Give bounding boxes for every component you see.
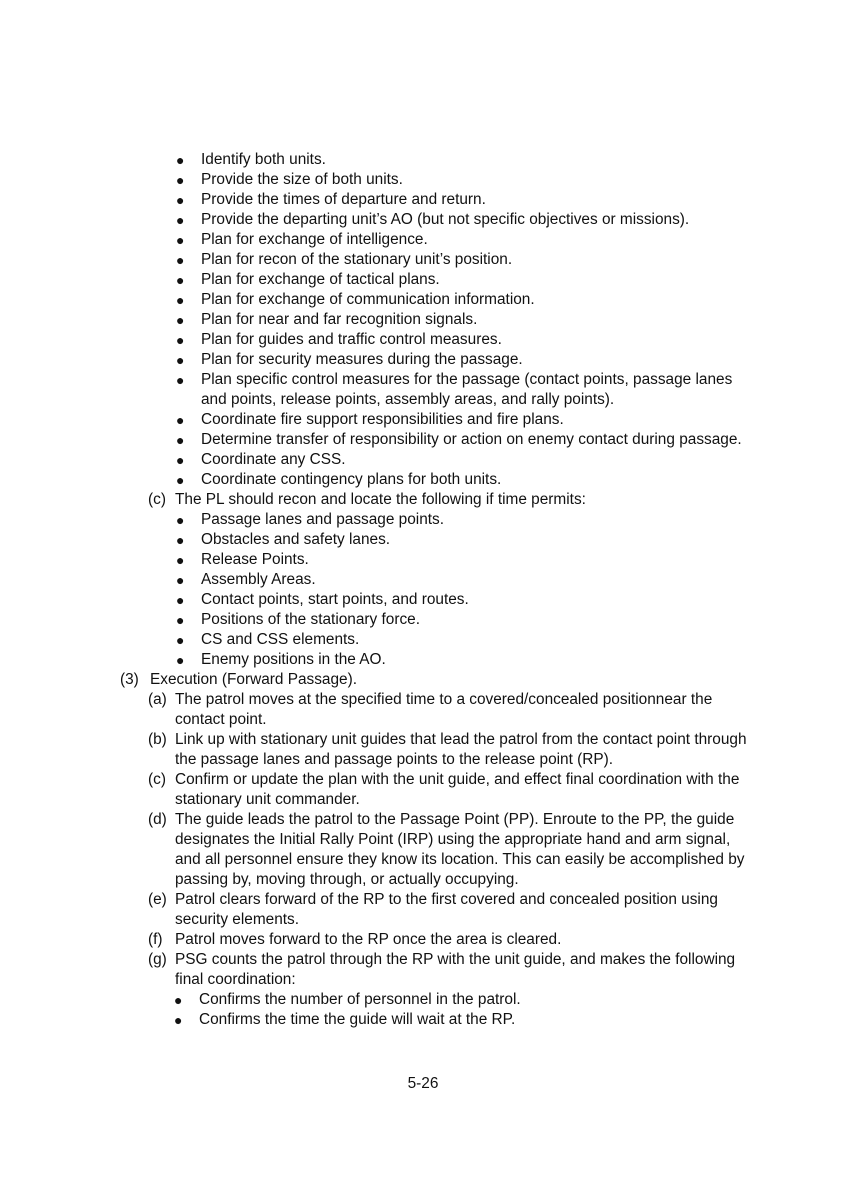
bullet-icon: ● xyxy=(174,1012,183,1028)
list-item: ● Provide the size of both units. xyxy=(176,171,403,188)
list-item: ● Plan for exchange of tactical plans. xyxy=(176,271,440,288)
step-item: (f) Patrol moves forward to the RP once the area is cleared. xyxy=(148,931,562,948)
list-item: ● Passage lanes and passage points. xyxy=(176,511,445,528)
list-item: ● Obstacles and safety lanes. xyxy=(176,531,391,548)
step-item: (a) The patrol moves at the specified time to a covered/concealed positionnear the contact point. xyxy=(148,691,713,728)
bullet-icon: ● xyxy=(176,412,185,428)
list-item: ● Coordinate any CSS. xyxy=(176,451,346,468)
list-item: ● Plan for exchange of communication information. xyxy=(176,291,535,308)
bullet-icon: ● xyxy=(176,252,185,268)
list-item: ● Provide the departing unit’s AO (but not specific objectives or missions). xyxy=(176,211,690,228)
list-item: ● Identify both units. xyxy=(176,151,326,168)
step-item: (c) Confirm or update the plan with the unit guide, and effect final coordination with the stationary unit commander. xyxy=(148,771,740,808)
list-item: ● Contact points, start points, and routes. xyxy=(176,591,469,608)
list-item: ● Plan for near and far recognition signals. xyxy=(176,311,478,328)
list-item: ● CS and CSS elements. xyxy=(176,631,360,648)
bullet-icon: ● xyxy=(176,172,185,188)
bullet-icon: ● xyxy=(176,612,185,628)
list-item: ● Release Points. xyxy=(176,551,309,568)
bullet-icon: ● xyxy=(174,992,183,1008)
list-item: ● Coordinate contingency plans for both units. xyxy=(176,471,502,488)
execution-steps xyxy=(0,690,846,990)
bullet-icon: ● xyxy=(176,292,185,308)
list-item: ● Provide the times of departure and return. xyxy=(176,191,486,208)
list-item: ● Plan for security measures during the passage. xyxy=(176,351,523,368)
bullet-icon: ● xyxy=(176,232,185,248)
list-item: ● Positions of the stationary force. xyxy=(176,611,421,628)
bullet-icon: ● xyxy=(176,332,185,348)
step-item: (b) Link up with stationary unit guides that lead the patrol from the contact point through the passage lanes and passage points to the release point (RP). xyxy=(148,731,747,768)
bullet-icon: ● xyxy=(176,632,185,648)
list-item: ● Assembly Areas. xyxy=(176,571,316,588)
list-item: ● Confirms the time the guide will wait at the RP. xyxy=(174,1011,516,1028)
bullet-icon: ● xyxy=(176,352,185,368)
bullet-icon: ● xyxy=(176,452,185,468)
bullet-icon: ● xyxy=(176,152,185,168)
list-item: ● Coordinate fire support responsibilities and fire plans. xyxy=(176,411,564,428)
list-item: ● Plan specific control measures for the passage (contact points, passage lanes and points, release points, assembly areas, and rally points). xyxy=(176,371,733,408)
page-content xyxy=(0,150,846,1030)
step-item: (d) The guide leads the patrol to the Passage Point (PP). Enroute to the PP, the guide designates the Initial Rally Point (IRP) using the appropriate hand and arm signal, and all personnel ensure they know its location. This can easily be accomplished by passing by, moving through, or actually occupying. xyxy=(148,811,745,888)
list-item: ● Plan for exchange of intelligence. xyxy=(176,231,428,248)
bullet-icon: ● xyxy=(176,652,185,668)
step-item: (e) Patrol clears forward of the RP to the first covered and concealed position using security elements. xyxy=(148,891,718,928)
bullet-icon: ● xyxy=(176,312,185,328)
list-item: ● Determine transfer of responsibility or action on enemy contact during passage. xyxy=(176,431,742,448)
list-item: ● Confirms the number of personnel in the patrol. xyxy=(174,991,521,1008)
bullet-icon: ● xyxy=(176,192,185,208)
bullet-icon: ● xyxy=(176,552,185,568)
bullet-icon: ● xyxy=(176,272,185,288)
bullet-icon: ● xyxy=(176,592,185,608)
recon-list xyxy=(0,510,846,670)
recon-heading: (c) The PL should recon and locate the following if time permits: xyxy=(148,491,586,508)
list-item: ● Plan for guides and traffic control measures. xyxy=(176,331,502,348)
bullet-icon: ● xyxy=(176,572,185,588)
bullet-icon: ● xyxy=(176,532,185,548)
bullet-icon: ● xyxy=(176,212,185,228)
list-item: ● Enemy positions in the AO. xyxy=(176,651,386,668)
list-item: ● Plan for recon of the stationary unit’s position. xyxy=(176,251,513,268)
coordination-list xyxy=(0,150,846,490)
execution-heading: (3) Execution (Forward Passage). xyxy=(120,671,358,688)
bullet-icon: ● xyxy=(176,372,185,388)
bullet-icon: ● xyxy=(176,472,185,488)
bullet-icon: ● xyxy=(176,432,185,448)
bullet-icon: ● xyxy=(176,512,185,528)
page-number: 5-26 xyxy=(407,1075,439,1092)
final-coordination-list xyxy=(0,990,846,1030)
step-item: (g) PSG counts the patrol through the RP with the unit guide, and makes the following final coordination: xyxy=(148,951,736,988)
